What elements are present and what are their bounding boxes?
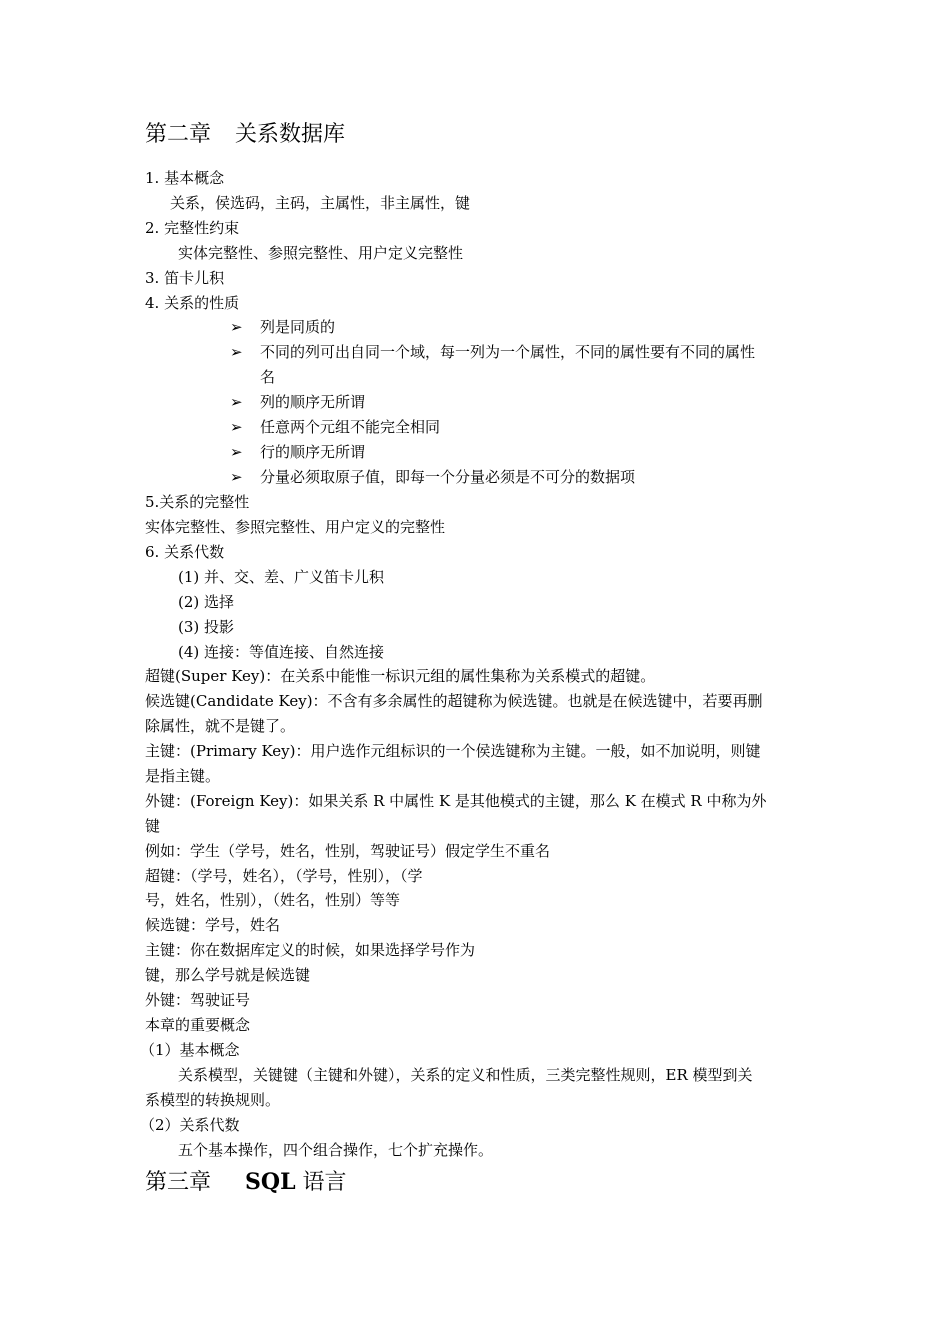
chapter-2-heading [145,121,345,149]
example-primary-key: 主键：你在数据库定义的时候，如果选择学号作为 [145,941,476,959]
chapter-3-number: 第三章 [145,1170,212,1195]
foreign-key-definition-cont: 键 [145,817,161,835]
property-text-continuation: 名 [260,368,276,386]
property-bullet [230,342,755,362]
algebra-item: (2) 选择 [178,593,235,611]
section-5-title: 5.关系的完整性 [145,493,250,511]
arrow-bullet-icon: ➢ [230,443,243,461]
chapter-3-heading [145,1168,347,1197]
important-basic-content-cont: 系模型的转换规则。 [145,1091,281,1109]
section-1-content: 关系，侯选码，主码，主属性，非主属性，键 [170,194,471,212]
example-candidate-keys: 候选键：学号，姓名 [145,916,281,934]
foreign-key-definition: 外键：(Foreign Key)：如果关系 R 中属性 K 是其他模式的主键，那么 K 在模式 R 中称为外 [145,792,767,810]
arrow-bullet-icon: ➢ [230,343,243,361]
property-bullet [230,467,635,487]
arrow-bullet-icon: ➢ [230,468,243,486]
algebra-item: (3) 投影 [178,618,235,636]
candidate-key-definition: 候选键(Candidate Key)：不含有多余属性的超键称为候选键。也就是在候选键中，若要再删 [145,692,763,710]
chapter-3-sql: SQL [245,1169,296,1195]
property-text: 列的顺序无所谓 [260,393,366,411]
example-foreign-key: 外键：驾驶证号 [145,991,251,1009]
important-basic-title: （1）基本概念 [140,1041,240,1059]
section-3-title: 3. 笛卡儿积 [145,269,225,287]
arrow-bullet-icon: ➢ [230,318,243,336]
chapter-2-number: 第二章 [145,122,212,147]
example-superkeys-cont: 号，姓名，性别），（姓名，性别）等等 [145,891,401,909]
primary-key-definition-cont: 是指主键。 [145,767,221,785]
important-algebra-title: （2）关系代数 [140,1116,240,1134]
example-primary-key-cont: 键，那么学号就是候选键 [145,966,311,984]
chapter-2-title: 关系数据库 [235,122,346,147]
example-superkeys: 超键：（学号，姓名），（学号，性别），（学 [145,867,423,885]
primary-key-definition: 主键：(Primary Key)：用户选作元组标识的一个侯选键称为主键。一般，如不加说明，则键 [145,742,761,760]
arrow-bullet-icon: ➢ [230,393,243,411]
algebra-item: (1) 并、交、差、广义笛卡儿积 [178,568,385,586]
arrow-bullet-icon: ➢ [230,418,243,436]
important-algebra-content: 五个基本操作，四个组合操作，七个扩充操作。 [178,1141,494,1159]
candidate-key-definition-cont: 除属性，就不是键了。 [145,717,296,735]
property-text: 分量必须取原子值，即每一个分量必须是不可分的数据项 [260,468,636,486]
property-text: 列是同质的 [260,318,336,336]
superkey-definition: 超键(Super Key)：在关系中能惟一标识元组的属性集称为关系模式的超键。 [145,667,656,685]
property-bullet [230,392,365,412]
property-text: 行的顺序无所谓 [260,443,366,461]
section-5-content: 实体完整性、参照完整性、用户定义的完整性 [145,518,446,536]
section-2-title: 2. 完整性约束 [145,219,240,237]
property-text: 任意两个元组不能完全相同 [260,418,441,436]
property-bullet [230,442,365,462]
section-4-title: 4. 关系的性质 [145,294,240,312]
property-bullet [230,417,440,437]
important-basic-content: 关系模型，关键键（主键和外键），关系的定义和性质，三类完整性规则，ER 模型到关 [178,1066,753,1084]
section-2-content: 实体完整性、参照完整性、用户定义完整性 [178,244,464,262]
section-1-title: 1. 基本概念 [145,169,225,187]
chapter-3-title: 语言 [302,1170,347,1195]
example-intro: 例如：学生（学号，姓名，性别，驾驶证号）假定学生不重名 [145,842,551,860]
section-6-title: 6. 关系代数 [145,543,225,561]
property-text: 不同的列可出自同一个域，每一列为一个属性，不同的属性要有不同的属性 [260,343,756,361]
important-concepts-title: 本章的重要概念 [145,1016,251,1034]
algebra-item: (4) 连接：等值连接、自然连接 [178,643,385,661]
property-bullet [230,317,335,337]
